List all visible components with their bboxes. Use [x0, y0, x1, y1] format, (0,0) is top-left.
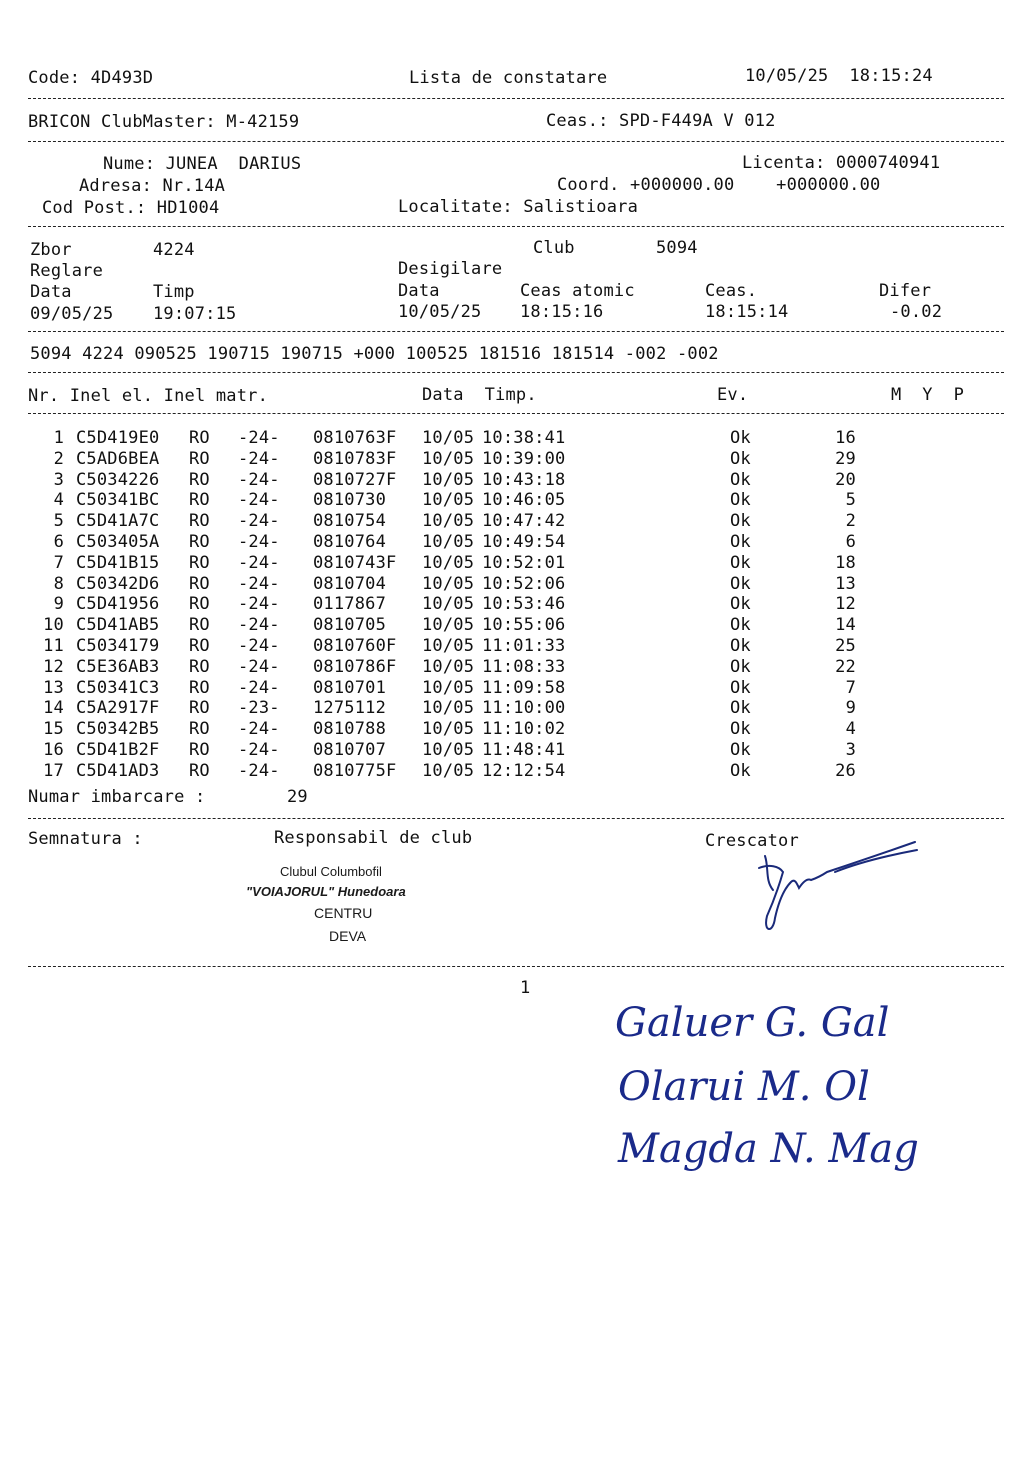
country-code: RO — [189, 573, 210, 594]
electronic-ring: C50341C3 — [76, 677, 160, 698]
country-code: RO — [189, 760, 210, 781]
owner-name: Nume: JUNEA DARIUS — [103, 154, 302, 174]
separator — [28, 141, 1004, 142]
arrival-date: 10/05 — [422, 594, 475, 615]
ring-year: -24- — [238, 719, 280, 740]
registration-ring: 0810730 — [313, 490, 387, 511]
arrival-date: 10/05 — [422, 490, 475, 511]
electronic-ring: C5D41AB5 — [76, 615, 160, 636]
arrival-time: 10:55:06 — [482, 615, 566, 636]
separator — [28, 331, 1004, 332]
country-code: RO — [189, 428, 210, 448]
country-code: RO — [189, 511, 210, 532]
electronic-ring: C503405A — [76, 532, 160, 552]
row-number: 11 — [43, 636, 64, 656]
event-status: Ok — [730, 740, 751, 760]
clock-id: Ceas.: SPD-F449A V 012 — [546, 111, 776, 131]
position: 22 — [835, 656, 856, 677]
registration-ring: 0810764 — [313, 532, 387, 552]
electronic-ring: C50342B5 — [76, 719, 160, 740]
clock-label: Ceas. — [705, 281, 758, 301]
arrival-date: 10/05 — [422, 740, 475, 760]
electronic-ring: C5034226 — [76, 469, 160, 490]
country-code: RO — [189, 719, 210, 740]
country-code: RO — [189, 656, 210, 677]
registration-ring: 0810701 — [313, 677, 387, 698]
arrival-date: 10/05 — [422, 615, 475, 636]
registration-ring: 0810775F — [313, 760, 397, 781]
position: 14 — [835, 615, 856, 636]
club-responsible-label: Responsabil de club — [274, 828, 473, 848]
arrival-date: 10/05 — [422, 677, 475, 698]
country-code: RO — [189, 469, 210, 490]
electronic-ring: C5D41956 — [76, 594, 160, 615]
breeder-signature — [745, 838, 925, 938]
ring-year: -24- — [238, 636, 280, 656]
registration-ring: 0810760F — [313, 636, 397, 656]
country-code: RO — [189, 636, 210, 656]
ring-year: -24- — [238, 615, 280, 636]
club-stamp-line2: "VOIAJORUL" Hunedoara — [246, 884, 406, 899]
arrival-time: 11:01:33 — [482, 636, 566, 656]
row-number: 16 — [43, 740, 64, 760]
separator — [28, 966, 1004, 967]
event-status: Ok — [730, 532, 751, 552]
country-code: RO — [189, 698, 210, 719]
reglare-data-label: Data — [30, 282, 72, 302]
registration-ring: 0810727F — [313, 469, 397, 490]
arrival-date: 10/05 — [422, 428, 475, 448]
event-status: Ok — [730, 656, 751, 677]
registration-ring: 1275112 — [313, 698, 387, 719]
position: 6 — [845, 532, 856, 552]
arrival-date: 10/05 — [422, 469, 475, 490]
ring-year: -24- — [238, 573, 280, 594]
table-row — [0, 594, 1024, 615]
arrival-date: 10/05 — [422, 719, 475, 740]
arrival-time: 10:53:46 — [482, 594, 566, 615]
position: 13 — [835, 573, 856, 594]
position: 12 — [835, 594, 856, 615]
clock-time: 18:15:14 — [705, 302, 789, 322]
row-number: 7 — [53, 552, 64, 573]
ring-year: -24- — [238, 428, 280, 448]
electronic-ring: C5D41B15 — [76, 552, 160, 573]
arrival-time: 10:43:18 — [482, 469, 566, 490]
electronic-ring: C5034179 — [76, 636, 160, 656]
separator — [28, 818, 1004, 819]
table-header-event: Ev. — [717, 385, 749, 405]
separator — [28, 98, 1004, 99]
clubmaster-id: BRICON ClubMaster: M-42159 — [28, 112, 300, 132]
table-row — [0, 490, 1024, 511]
arrival-time: 10:46:05 — [482, 490, 566, 511]
summary-code-line: 5094 4224 090525 190715 190715 +000 100525 181516 181514 -002 -002 — [30, 344, 719, 364]
electronic-ring: C50341BC — [76, 490, 160, 511]
country-code: RO — [189, 490, 210, 511]
club-stamp-line4: DEVA — [329, 928, 367, 944]
country-code: RO — [189, 740, 210, 760]
row-number: 8 — [53, 573, 64, 594]
position: 7 — [845, 677, 856, 698]
event-status: Ok — [730, 677, 751, 698]
event-status: Ok — [730, 511, 751, 532]
arrival-date: 10/05 — [422, 552, 475, 573]
event-status: Ok — [730, 428, 751, 448]
arrival-time: 10:47:42 — [482, 511, 566, 532]
boarding-count-value: 29 — [287, 787, 308, 807]
row-number: 3 — [53, 469, 64, 490]
ring-year: -24- — [238, 490, 280, 511]
table-row — [0, 678, 1024, 699]
arrival-date: 10/05 — [422, 532, 475, 552]
table-row — [0, 636, 1024, 657]
arrival-date: 10/05 — [422, 511, 475, 532]
electronic-ring: C5AD6BEA — [76, 448, 160, 469]
event-status: Ok — [730, 636, 751, 656]
registration-ring: 0117867 — [313, 594, 387, 615]
document-title: Lista de constatare — [409, 68, 608, 88]
desigilare-label: Desigilare — [398, 259, 503, 279]
club-number: 5094 — [656, 238, 698, 258]
boarding-count-label: Numar imbarcare : — [28, 787, 206, 807]
table-header-date-time: Data Timp. — [422, 385, 537, 405]
reglare-date: 09/05/25 — [30, 304, 114, 324]
flight-label: Zbor — [30, 240, 72, 260]
country-code: RO — [189, 594, 210, 615]
arrival-time: 12:12:54 — [482, 760, 566, 781]
table-row — [0, 615, 1024, 636]
event-status: Ok — [730, 552, 751, 573]
table-row — [0, 574, 1024, 595]
arrival-time: 11:10:00 — [482, 698, 566, 719]
ring-year: -24- — [238, 740, 280, 760]
row-number: 15 — [43, 719, 64, 740]
owner-postal-code: Cod Post.: HD1004 — [42, 198, 220, 218]
row-number: 12 — [43, 656, 64, 677]
desigilare-date: 10/05/25 — [398, 302, 482, 322]
ring-year: -23- — [238, 698, 280, 719]
atomic-clock-time: 18:15:16 — [520, 302, 604, 322]
time-difference: -0.02 — [890, 302, 943, 322]
arrival-time: 11:09:58 — [482, 677, 566, 698]
position: 3 — [845, 740, 856, 760]
position: 5 — [845, 490, 856, 511]
arrival-date: 10/05 — [422, 448, 475, 469]
desig-data-label: Data — [398, 281, 440, 301]
electronic-ring: C50342D6 — [76, 573, 160, 594]
table-header-rings: Nr. Inel el. Inel matr. — [28, 386, 269, 406]
arrival-date: 10/05 — [422, 760, 475, 781]
reglare-time: 19:07:15 — [153, 304, 237, 324]
ring-year: -24- — [238, 552, 280, 573]
registration-ring: 0810754 — [313, 511, 387, 532]
registration-ring: 0810705 — [313, 615, 387, 636]
ring-year: -24- — [238, 469, 280, 490]
table-header-myp: M Y P — [891, 385, 965, 405]
club-stamp-line3: CENTRU — [314, 905, 373, 921]
ring-year: -24- — [238, 760, 280, 781]
registration-ring: 0810788 — [313, 719, 387, 740]
table-row — [0, 532, 1024, 553]
table-row — [0, 428, 1024, 449]
row-number: 9 — [53, 594, 64, 615]
arrival-time: 11:08:33 — [482, 656, 566, 677]
position: 26 — [835, 760, 856, 781]
separator — [28, 372, 1004, 373]
event-status: Ok — [730, 594, 751, 615]
arrival-time: 10:49:54 — [482, 532, 566, 552]
owner-address: Adresa: Nr.14A — [79, 176, 226, 196]
row-number: 14 — [43, 698, 64, 719]
table-row — [0, 761, 1024, 782]
event-status: Ok — [730, 615, 751, 636]
handwritten-name-1: Galuer G. Gal — [615, 1000, 890, 1046]
country-code: RO — [189, 677, 210, 698]
country-code: RO — [189, 552, 210, 573]
separator — [28, 226, 1004, 227]
table-row — [0, 719, 1024, 740]
reglare-label: Reglare — [30, 261, 104, 281]
table-row — [0, 740, 1024, 761]
table-row — [0, 449, 1024, 470]
handwritten-name-3: Magda N. Mag — [618, 1126, 919, 1172]
signature-label: Semnatura : — [28, 829, 143, 849]
table-row — [0, 553, 1024, 574]
arrival-time: 11:48:41 — [482, 740, 566, 760]
arrival-time: 11:10:02 — [482, 719, 566, 740]
row-number: 4 — [53, 490, 64, 511]
handwritten-name-2: Olarui M. Ol — [618, 1064, 870, 1110]
row-number: 13 — [43, 677, 64, 698]
electronic-ring: C5E36AB3 — [76, 656, 160, 677]
event-status: Ok — [730, 719, 751, 740]
page-number: 1 — [520, 978, 531, 998]
arrival-date: 10/05 — [422, 698, 475, 719]
row-number: 1 — [53, 428, 64, 448]
position: 16 — [835, 428, 856, 448]
registration-ring: 0810704 — [313, 573, 387, 594]
table-row — [0, 511, 1024, 532]
club-stamp-line1: Clubul Columbofil — [280, 864, 382, 879]
event-status: Ok — [730, 448, 751, 469]
position: 20 — [835, 469, 856, 490]
arrival-date: 10/05 — [422, 636, 475, 656]
document-code: Code: 4D493D — [28, 68, 154, 88]
arrival-time: 10:38:41 — [482, 428, 566, 448]
owner-locality: Localitate: Salistioara — [398, 197, 639, 217]
ring-year: -24- — [238, 594, 280, 615]
arrival-time: 10:52:06 — [482, 573, 566, 594]
table-row — [0, 698, 1024, 719]
position: 18 — [835, 552, 856, 573]
flight-number: 4224 — [153, 240, 195, 260]
arrival-date: 10/05 — [422, 656, 475, 677]
country-code: RO — [189, 615, 210, 636]
reglare-timp-label: Timp — [153, 282, 195, 302]
registration-ring: 0810783F — [313, 448, 397, 469]
position: 9 — [845, 698, 856, 719]
document-datetime: 10/05/25 18:15:24 — [745, 66, 933, 86]
owner-license: Licenta: 0000740941 — [742, 153, 941, 173]
position: 25 — [835, 636, 856, 656]
row-number: 2 — [53, 448, 64, 469]
electronic-ring: C5D41AD3 — [76, 760, 160, 781]
position: 2 — [845, 511, 856, 532]
owner-coordinates: Coord. +000000.00 +000000.00 — [557, 175, 881, 195]
registration-ring: 0810786F — [313, 656, 397, 677]
registration-ring: 0810743F — [313, 552, 397, 573]
position: 29 — [835, 448, 856, 469]
table-row — [0, 657, 1024, 678]
event-status: Ok — [730, 469, 751, 490]
event-status: Ok — [730, 490, 751, 511]
electronic-ring: C5D419E0 — [76, 428, 160, 448]
electronic-ring: C5D41B2F — [76, 740, 160, 760]
event-status: Ok — [730, 573, 751, 594]
registration-ring: 0810707 — [313, 740, 387, 760]
separator — [28, 413, 1004, 414]
event-status: Ok — [730, 760, 751, 781]
country-code: RO — [189, 532, 210, 552]
event-status: Ok — [730, 698, 751, 719]
club-label: Club — [533, 238, 575, 258]
arrival-time: 10:52:01 — [482, 552, 566, 573]
difference-label: Difer — [879, 281, 932, 301]
position: 4 — [845, 719, 856, 740]
electronic-ring: C5A2917F — [76, 698, 160, 719]
ring-year: -24- — [238, 656, 280, 677]
registration-ring: 0810763F — [313, 428, 397, 448]
ring-year: -24- — [238, 448, 280, 469]
row-number: 6 — [53, 532, 64, 552]
electronic-ring: C5D41A7C — [76, 511, 160, 532]
row-number: 17 — [43, 760, 64, 781]
ring-year: -24- — [238, 677, 280, 698]
row-number: 5 — [53, 511, 64, 532]
arrival-date: 10/05 — [422, 573, 475, 594]
country-code: RO — [189, 448, 210, 469]
breeder-label: Crescator — [705, 831, 799, 851]
arrival-time: 10:39:00 — [482, 448, 566, 469]
ring-year: -24- — [238, 511, 280, 532]
row-number: 10 — [43, 615, 64, 636]
ring-year: -24- — [238, 532, 280, 552]
table-row — [0, 470, 1024, 491]
atomic-clock-label: Ceas atomic — [520, 281, 635, 301]
